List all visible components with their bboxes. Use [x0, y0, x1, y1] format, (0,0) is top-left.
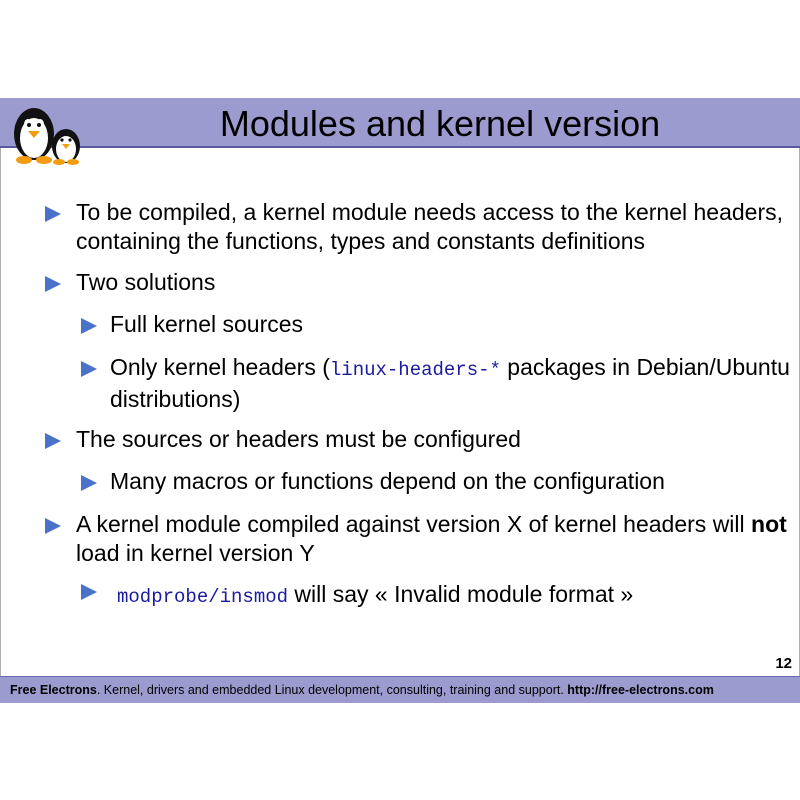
bullet-arrow-icon — [45, 276, 61, 292]
code-modprobe-insmod: modprobe/insmod — [117, 586, 289, 608]
footer-brand: Free Electrons — [10, 683, 97, 697]
bullet-arrow-icon — [81, 584, 97, 600]
page-title: Modules and kernel version — [219, 103, 661, 144]
slide-body — [0, 148, 800, 676]
bullet-invalid-format — [117, 580, 797, 612]
text-segment: Only kernel headers ( — [110, 354, 330, 380]
bullet-arrow-icon — [81, 475, 97, 491]
text-segment: A kernel module compiled against version X of kernel headers will — [76, 511, 752, 537]
footer-description: . Kernel, drivers and embedded Linux development, consulting, training and support. — [96, 683, 568, 697]
page-number: 12 — [775, 655, 792, 672]
footer-text — [0, 677, 800, 703]
bullet-arrow-icon — [45, 518, 61, 534]
bullet-two-solutions: Two solutions — [76, 269, 216, 295]
text-segment: load in kernel version Y — [76, 540, 315, 566]
bullet-compile-headers: To be compiled, a kernel module needs access to the kernel headers, containing the functions, types and constants definitions — [76, 199, 784, 254]
bullet-only-headers — [110, 353, 790, 414]
slide-footer — [0, 676, 800, 703]
bullet-arrow-icon — [45, 206, 61, 222]
footer-url[interactable]: http://free-electrons.com — [567, 683, 714, 697]
bullet-arrow-icon — [45, 433, 61, 449]
bullet-macros: Many macros or functions depend on the configuration — [110, 468, 665, 494]
text-segment: will say « Invalid module format » — [288, 581, 634, 607]
bullet-arrow-icon — [81, 318, 97, 334]
slide-header — [0, 98, 800, 148]
slide — [0, 98, 800, 702]
code-linux-headers: linux-headers-* — [329, 359, 501, 381]
bullet-version-mismatch — [76, 510, 796, 568]
bullet-arrow-icon — [81, 361, 97, 377]
bullet-configured: The sources or headers must be configured — [76, 426, 521, 452]
bullet-full-sources: Full kernel sources — [110, 311, 304, 337]
bold-not: not — [751, 511, 787, 537]
text-segment: packages in Debian/Ubuntu distributions) — [110, 354, 790, 412]
